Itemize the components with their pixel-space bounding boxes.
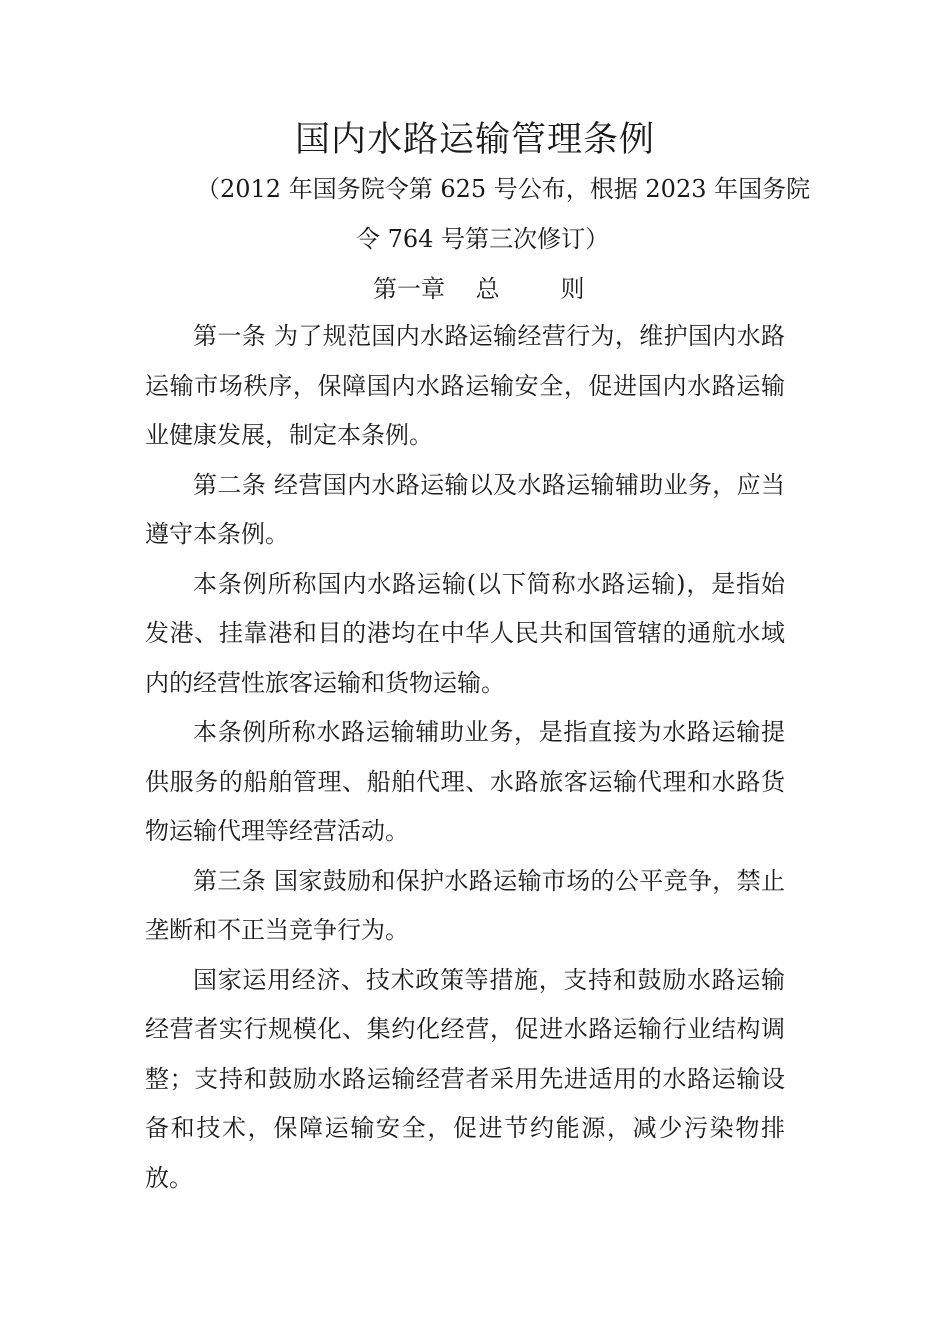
- document-subtitle-line-2: 令 764 号第三次修订）: [356, 225, 610, 253]
- article-2-paragraph: 第二条 经营国内水路运输以及水路运输辅助业务，应当遵守本条例。: [145, 470, 785, 548]
- policy-support-paragraph: 国家运用经济、技术政策等措施，支持和鼓励水路运输经营者实行规模化、集约化经营，促进水路运输行业结构调整；支持和鼓励水路运输经营者采用先进适用的水路运输设备和技术，保障运输安全，促进节约能源，减少污染物排放。: [145, 965, 785, 1192]
- document-body: [145, 312, 785, 1203]
- document-subtitle-line-1: （2012 年国务院令第 625 号公布，根据 2023 年国务院: [196, 175, 811, 203]
- document-title: 国内水路运输管理条例: [294, 120, 655, 160]
- chapter-heading: 第一章 总 则: [373, 275, 585, 303]
- definition-water-transport-paragraph: 本条例所称国内水路运输(以下简称水路运输)，是指始发港、挂靠港和目的港均在中华人民共和国管辖的通航水域内的经营性旅客运输和货物运输。: [145, 569, 785, 697]
- definition-auxiliary-business-paragraph: 本条例所称水路运输辅助业务，是指直接为水路运输提供服务的船舶管理、船舶代理、水路旅客运输代理和水路货物运输代理等经营活动。: [145, 718, 785, 845]
- article-3-paragraph: 第三条 国家鼓励和保护水路运输市场的公平竞争，禁止垄断和不正当竞争行为。: [145, 866, 785, 944]
- article-1-paragraph: 第一条 为了规范国内水路运输经营行为，维护国内水路运输市场秩序，保障国内水路运输安全，促进国内水路运输业健康发展，制定本条例。: [145, 322, 785, 449]
